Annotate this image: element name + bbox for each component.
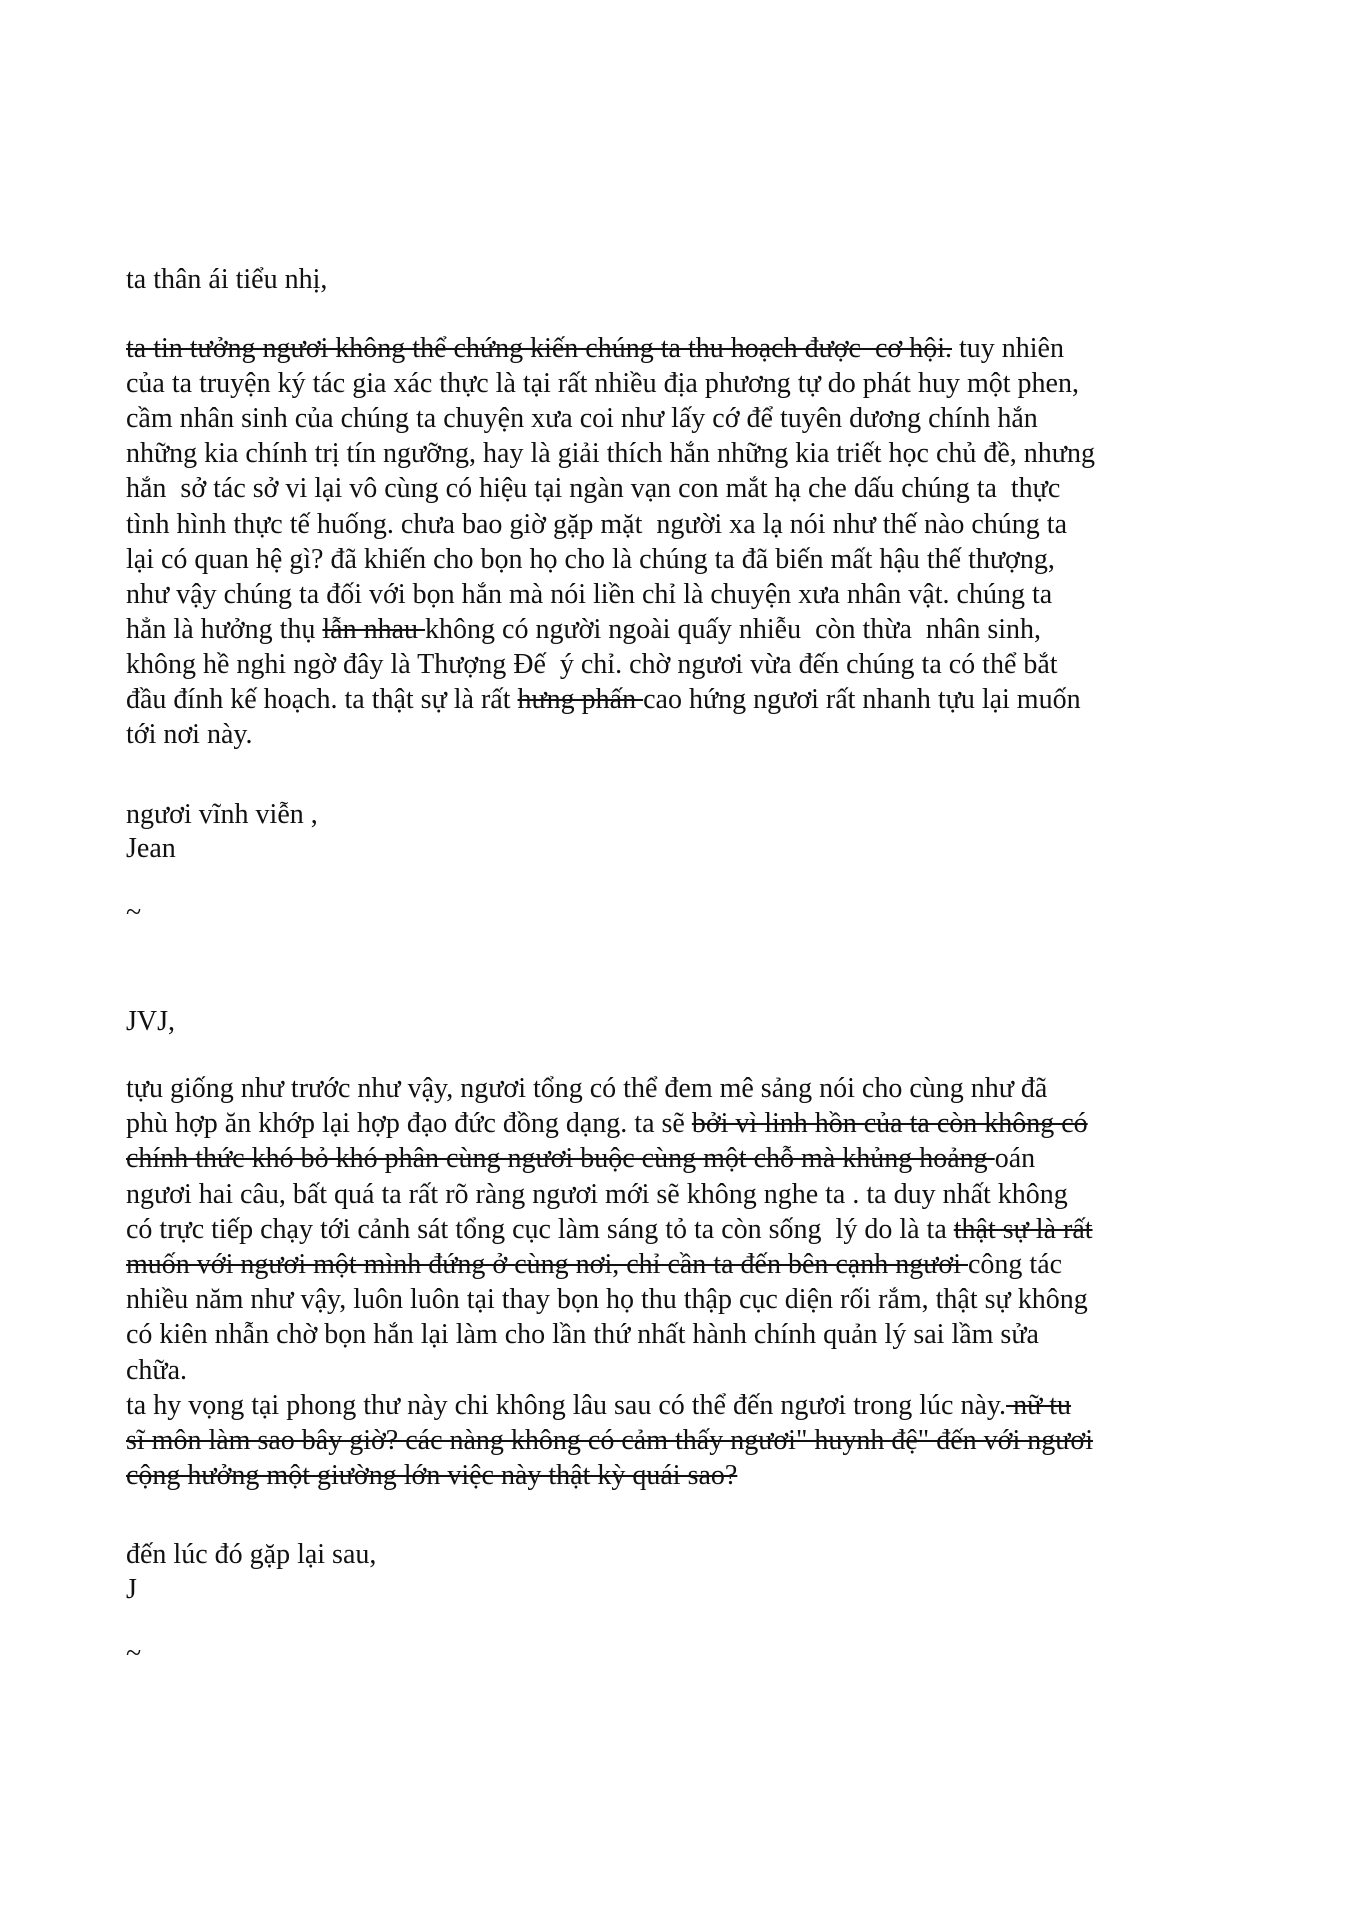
body-line	[126, 717, 253, 753]
body-text: có trực tiếp chạy tới cảnh sát tổng cục làm sáng tỏ ta còn sống lý do là ta	[126, 1213, 954, 1245]
body-text: nhiều năm như vậy, luôn luôn tại thay bọn họ thu thập cục diện rối rắm, thật sự không	[126, 1284, 1088, 1316]
body-text: tuy nhiên	[952, 333, 1064, 364]
body-line	[126, 1317, 1039, 1353]
deleted-text: sĩ môn làm sao bây giờ? các nàng không có cảm thấy ngươi" huynh đệ" đến với ngươi	[126, 1425, 1094, 1456]
body-text: phù hợp ăn khớp lại hợp đạo đức đồng dạng. ta sẽ	[126, 1108, 692, 1140]
body-line	[126, 1247, 1062, 1283]
body-line	[126, 366, 1079, 402]
body-line	[126, 542, 1055, 578]
deleted-text: cộng hưởng một giường lớn việc này thật kỳ quái sao?	[126, 1460, 738, 1492]
body-line	[126, 647, 1058, 683]
body-line	[126, 401, 1038, 437]
letter1-separator: ~	[126, 897, 142, 928]
body-text: cao hứng ngươi rất nhanh tựu lại muốn	[643, 684, 1081, 715]
deleted-text: ta tin tưởng ngươi không thể chứng kiến chúng ta thu hoạch được cơ hội.	[126, 333, 952, 364]
body-text: cầm nhân sinh của chúng ta chuyện xưa coi như lấy cớ để tuyên dương chính hắn	[126, 403, 1038, 435]
letter2-separator: ~	[126, 1638, 142, 1669]
letter2-signature: J	[126, 1574, 137, 1605]
deleted-text: lẫn nhau	[322, 613, 426, 645]
body-line	[126, 331, 1064, 367]
body-line	[126, 682, 1081, 718]
body-line	[126, 1071, 1047, 1107]
body-text: những kia chính trị tín ngưỡng, hay là giải thích hắn những kia triết học chủ đề, nhưng	[126, 438, 1095, 470]
deleted-text: chính thức khó bỏ khó phân cùng ngươi buộc cùng một chỗ mà khủng hoảng	[126, 1143, 995, 1175]
body-text: chữa.	[126, 1354, 188, 1386]
body-text: có kiên nhẫn chờ bọn hắn lại làm cho lần thứ nhất hành chính quản lý sai lầm sửa	[126, 1319, 1039, 1351]
letter2-greeting: JVJ,	[126, 1006, 176, 1037]
body-line	[126, 1177, 1068, 1213]
letter1-signature: Jean	[126, 833, 176, 864]
body-text: không hề nghi ngờ đây là Thượng Đế ý chỉ. chờ ngươi vừa đến chúng ta có thể bắt	[126, 648, 1058, 680]
body-text: tình hình thực tế huống. chưa bao giờ gặp mặt người xa lạ nói như thế nào chúng ta	[126, 508, 1068, 540]
body-line	[126, 1212, 1093, 1248]
body-text: công tác	[967, 1249, 1063, 1280]
letter1-greeting: ta thân ái tiểu nhị,	[126, 264, 328, 295]
body-text: ngươi hai câu, bất quá ta rất rõ ràng ngươi mới sẽ không nghe ta . ta duy nhất không	[126, 1178, 1068, 1210]
body-text: hẳn là hưởng thụ	[126, 613, 323, 645]
body-text: oán	[994, 1143, 1036, 1175]
body-line	[126, 1141, 1035, 1177]
body-text: không có người ngoài quấy nhiễu còn thừa nhân sinh,	[425, 613, 1041, 645]
body-line	[126, 577, 1052, 613]
body-line	[126, 1106, 1088, 1142]
body-line	[126, 1282, 1088, 1318]
body-line	[126, 436, 1095, 472]
body-text: như vậy chúng ta đối với bọn hắn mà nói liền chỉ là chuyện xưa nhân vật. chúng ta	[126, 578, 1053, 610]
body-text: tới nơi này.	[126, 719, 253, 751]
deleted-text: muốn với ngươi một mình đứng ở cùng nơi, chỉ cần ta đến bên cạnh ngươi	[126, 1249, 968, 1280]
body-line	[126, 471, 1060, 507]
body-line	[126, 1353, 187, 1389]
deleted-text: nữ tu	[1006, 1389, 1072, 1421]
letter1-closing: ngươi vĩnh viễn ,	[126, 799, 318, 830]
body-text: của ta truyện ký tác gia xác thực là tại rất nhiều địa phương tự do phát huy một phen,	[126, 368, 1079, 400]
body-line	[126, 1388, 1071, 1424]
deleted-text: thật sự là rất	[953, 1213, 1093, 1245]
deleted-text: bởi vì linh hồn của ta còn không có	[691, 1108, 1088, 1140]
body-text: đầu đính kế hoạch. ta thật sự là rất	[126, 684, 518, 715]
body-text: tựu giống như trước như vậy, ngươi tổng có thể đem mê sảng nói cho cùng như đã	[126, 1073, 1048, 1104]
deleted-text: hưng phấn	[517, 684, 644, 715]
body-text: lại có quan hệ gì? đã khiến cho bọn họ cho là chúng ta đã biến mất hậu thế thượng,	[126, 543, 1055, 575]
body-line	[126, 1458, 737, 1494]
body-line	[126, 507, 1067, 543]
body-text: ta hy vọng tại phong thư này chi không lâu sau có thể đến ngươi trong lúc này.	[126, 1389, 1007, 1421]
body-line	[126, 1423, 1093, 1459]
body-line	[126, 612, 1041, 648]
letter2-closing: đến lúc đó gặp lại sau,	[126, 1539, 377, 1570]
body-text: hắn sở tác sở vi lại vô cùng có hiệu tại ngàn vạn con mắt hạ che dấu chúng ta thực	[126, 473, 1061, 505]
